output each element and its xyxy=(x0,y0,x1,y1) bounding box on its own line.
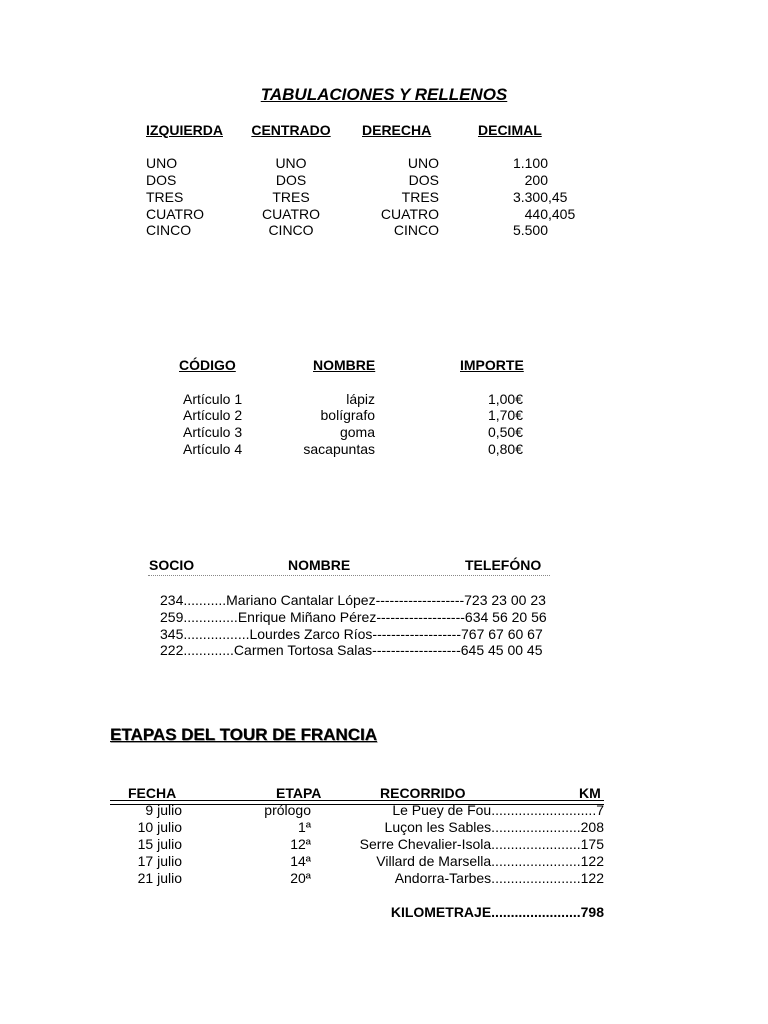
decimal-integer: 200 xyxy=(524,172,548,188)
s2-cell-importe: 1,00€ xyxy=(487,391,523,407)
s2-cell-codigo: Artículo 4 xyxy=(183,441,243,457)
header-codigo: CÓDIGO xyxy=(179,357,236,373)
s1-cell-right: DOS xyxy=(408,172,439,188)
s2-cell-codigo: Artículo 1 xyxy=(183,391,243,407)
s1-cell-decimal xyxy=(460,155,600,172)
etapa-recorrido: Andorra-Tarbes.......................122 xyxy=(394,870,604,886)
s1-cell-center: CUATRO xyxy=(261,206,321,222)
header-recorrido: RECORRIDO xyxy=(380,785,466,801)
header-decimal: DECIMAL xyxy=(478,122,542,138)
header-socio: SOCIO xyxy=(149,557,195,573)
s2-cell-nombre: sacapuntas xyxy=(303,441,375,457)
s1-cell-decimal xyxy=(460,206,600,223)
etapa-recorrido: Luçon les Sables.......................208 xyxy=(384,819,604,835)
header-derecha: DERECHA xyxy=(362,122,432,138)
s2-cell-importe: 0,80€ xyxy=(487,441,523,457)
etapa-recorrido: Serre Chevalier-Isola.......................175 xyxy=(359,836,604,852)
s2-cell-codigo: Artículo 2 xyxy=(183,407,243,423)
s2-cell-nombre: goma xyxy=(339,424,375,440)
socio-row: 222.............Carmen Tortosa Salas-------------------645 45 00 45 xyxy=(160,642,543,658)
etapa-numero: 20ª xyxy=(290,870,311,886)
header-nombre-socio: NOMBRE xyxy=(288,557,351,573)
etapa-fecha: 10 julio xyxy=(137,819,182,835)
decimal-fraction: ,45 xyxy=(548,189,568,205)
s1-cell-left: DOS xyxy=(146,172,177,188)
s2-cell-importe: 0,50€ xyxy=(487,424,523,440)
kilometraje-total: KILOMETRAJE.......................798 xyxy=(390,904,604,920)
header-km: KM xyxy=(579,785,601,801)
header-telefono: TELEFÓNO xyxy=(465,557,542,573)
s1-cell-center: DOS xyxy=(275,172,307,188)
socio-row: 259..............Enrique Miñano Pérez-------------------634 56 20 56 xyxy=(160,609,547,625)
etapa-numero: 12ª xyxy=(290,836,311,852)
socio-row: 345.................Lourdes Zarco Ríos-------------------767 67 60 67 xyxy=(160,626,543,642)
etapa-numero: 1ª xyxy=(298,819,311,835)
header-izquierda: IZQUIERDA xyxy=(146,122,223,138)
socio-row: 234...........Mariano Cantalar López-------------------723 23 00 23 xyxy=(160,592,546,608)
etapa-recorrido: Villard de Marsella.......................122 xyxy=(376,853,604,869)
etapa-fecha: 15 julio xyxy=(137,836,182,852)
etapa-fecha: 21 julio xyxy=(137,870,182,886)
decimal-integer: 3.300 xyxy=(512,189,548,205)
s2-cell-codigo: Artículo 3 xyxy=(183,424,243,440)
s1-cell-right: UNO xyxy=(407,155,439,171)
s2-cell-importe: 1,70€ xyxy=(487,407,523,423)
socios-header-row xyxy=(148,557,550,576)
header-fecha: FECHA xyxy=(128,785,177,801)
header-etapa: ETAPA xyxy=(276,785,322,801)
header-centrado: CENTRADO xyxy=(251,122,331,138)
s1-cell-right: TRES xyxy=(401,189,439,205)
s2-cell-nombre: bolígrafo xyxy=(320,407,375,423)
s1-cell-left: TRES xyxy=(146,189,184,205)
header-nombre: NOMBRE xyxy=(313,357,376,373)
s1-cell-decimal xyxy=(460,222,600,239)
etapa-numero: 14ª xyxy=(290,853,311,869)
header-importe: IMPORTE xyxy=(460,357,524,373)
s1-cell-decimal xyxy=(460,172,600,189)
decimal-fraction: ,405 xyxy=(548,206,576,222)
s1-cell-right: CUATRO xyxy=(380,206,439,222)
etapa-fecha: 9 julio xyxy=(145,802,182,818)
s1-cell-center: TRES xyxy=(272,189,310,205)
section1-title: TABULACIONES Y RELLENOS xyxy=(260,85,508,104)
s1-cell-left: CINCO xyxy=(146,222,192,238)
s1-cell-decimal xyxy=(460,189,600,206)
s1-cell-left: UNO xyxy=(146,155,178,171)
s1-cell-right: CINCO xyxy=(393,222,439,238)
etapa-fecha: 17 julio xyxy=(137,853,182,869)
etapa-numero: prólogo xyxy=(264,802,311,818)
decimal-integer: 5.500 xyxy=(512,222,548,238)
s1-cell-center: UNO xyxy=(275,155,307,171)
s1-cell-center: CINCO xyxy=(268,222,314,238)
decimal-integer: 440 xyxy=(524,206,548,222)
s1-cell-left: CUATRO xyxy=(146,206,205,222)
section4-title: ETAPAS DEL TOUR DE FRANCIA xyxy=(110,725,377,744)
etapa-recorrido: Le Puey de Fou...........................7 xyxy=(392,802,604,818)
decimal-integer: 1.100 xyxy=(512,155,548,171)
s2-cell-nombre: lápiz xyxy=(346,391,375,407)
